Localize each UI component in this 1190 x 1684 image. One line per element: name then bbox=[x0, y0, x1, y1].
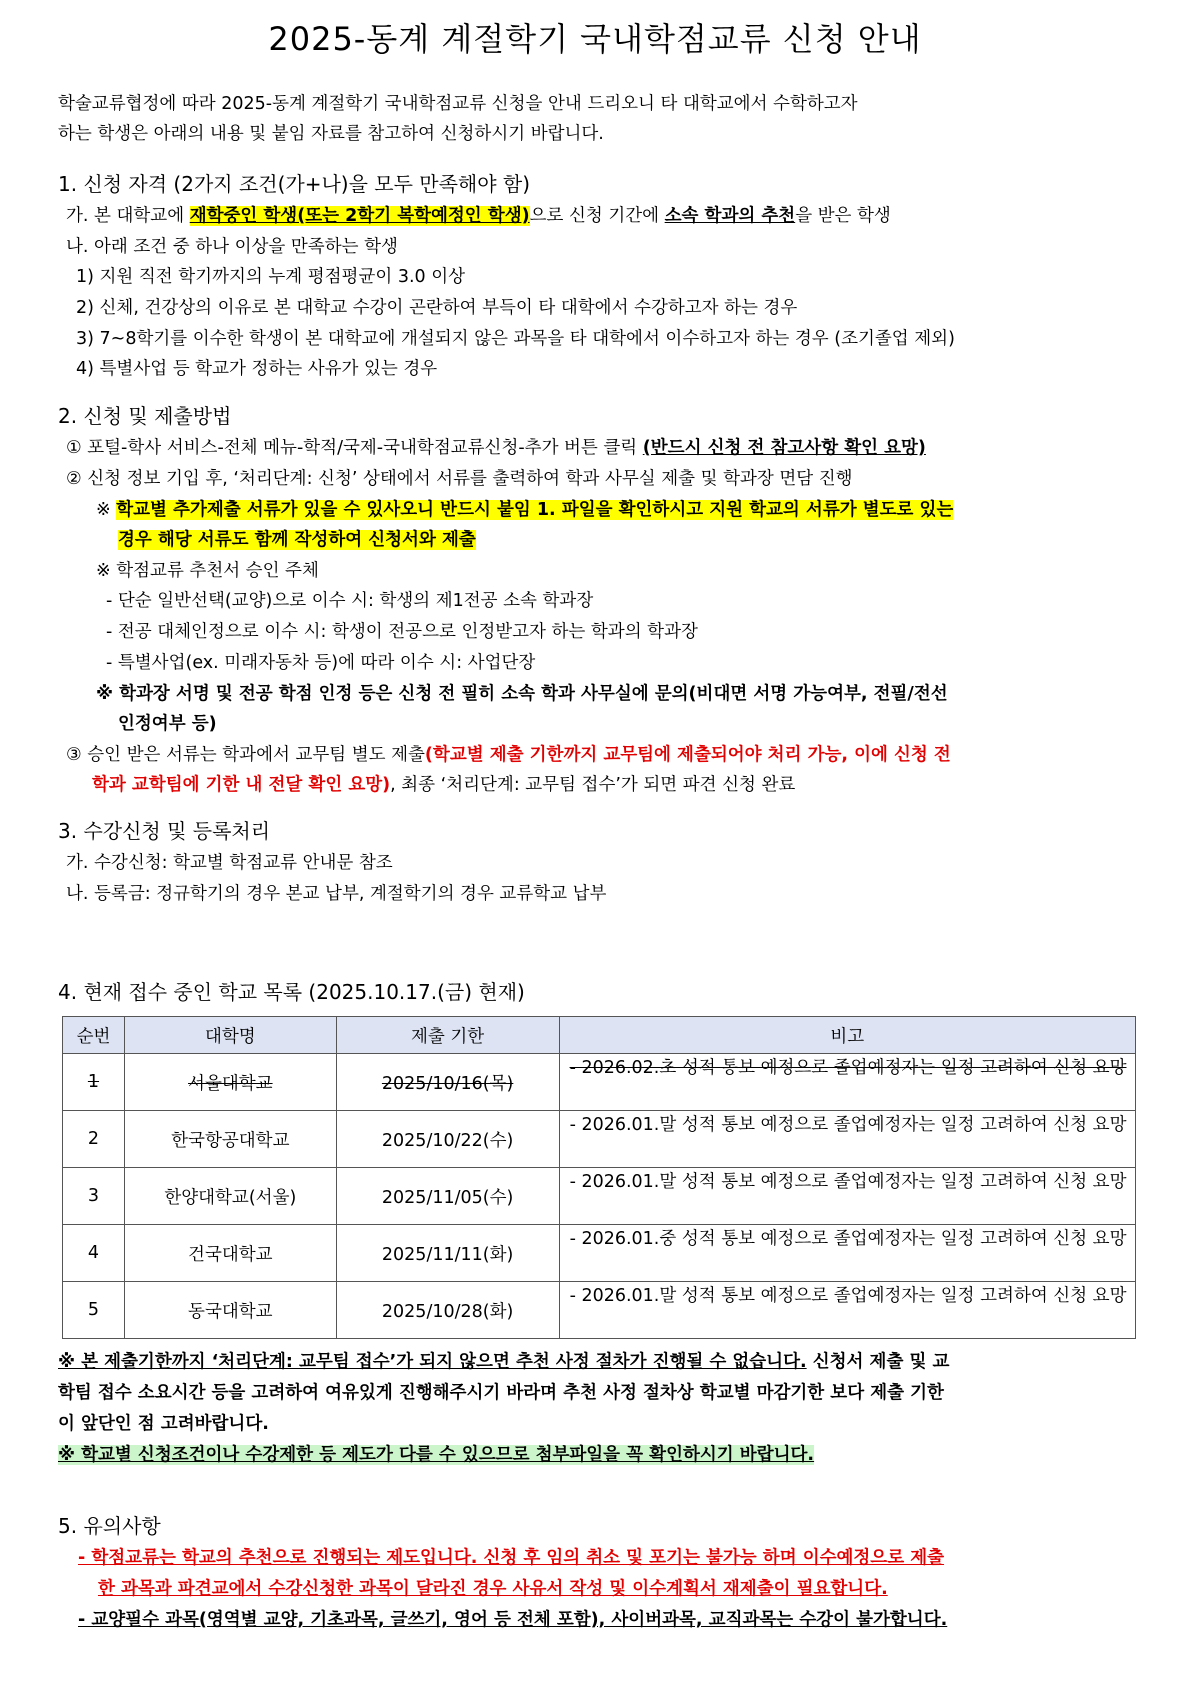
green-note-text: ※ 학교별 신청조건이나 수강제한 등 제도가 다를 수 있으므로 첨부파일을 꼭 확인하시기 바랍니다. bbox=[58, 1445, 815, 1465]
table-row bbox=[63, 1111, 1136, 1168]
footnote-rest: 신청서 제출 및 교 bbox=[806, 1352, 950, 1372]
table-footnote-line-3: 이 앞단인 점 고려바랍니다. bbox=[58, 1414, 269, 1434]
row-number: 1 bbox=[63, 1054, 125, 1111]
table-row bbox=[63, 1054, 1136, 1111]
ga-prefix: 가. 본 대학교에 bbox=[66, 206, 190, 226]
row-deadline: 2025/10/28(화) bbox=[336, 1282, 559, 1339]
note-1-line-2 bbox=[118, 524, 476, 556]
row-deadline: 2025/11/11(화) bbox=[336, 1225, 559, 1282]
step-3-red-1: (학교별 제출 기한까지 교무팀에 제출되어야 처리 가능, 이에 신청 전 bbox=[424, 745, 951, 765]
caution-red-line-2: 한 과목과 파견교에서 수강신청한 과목이 달라진 경우 사유서 작성 및 이수계획서 재제출이 필요합니다. bbox=[98, 1579, 888, 1599]
section-1-ga bbox=[66, 200, 891, 232]
document-title: 2025-동계 계절학기 국내학점교류 신청 안내 bbox=[268, 20, 922, 58]
row-note: - 2026.01.말 성적 통보 예정으로 졸업예정자는 일정 고려하여 신청 요망 bbox=[569, 1286, 1127, 1306]
step-3-suffix: , 최종 ‘처리단계: 교무팀 접수’가 되면 파견 신청 완료 bbox=[390, 775, 796, 795]
section-1-na: 나. 아래 조건 중 하나 이상을 만족하는 학생 bbox=[66, 237, 398, 257]
intro-line-2: 하는 학생은 아래의 내용 및 붙임 자료를 참고하여 신청하시기 바랍니다. bbox=[58, 124, 604, 144]
row-number: 3 bbox=[63, 1168, 125, 1225]
row-number: 4 bbox=[63, 1225, 125, 1282]
note-3-line-1: ※ 학과장 서명 및 전공 학점 인정 등은 신청 전 필히 소속 학과 사무실에 문의(비대면 서명 가능여부, 전필/전선 bbox=[96, 684, 948, 704]
row-deadline: 2025/10/22(수) bbox=[336, 1111, 559, 1168]
section-3-item: 나. 등록금: 정규학기의 경우 본교 납부, 계절학기의 경우 교류학교 납부 bbox=[66, 884, 607, 904]
note-1-highlight: 학교별 추가제출 서류가 있을 수 있사오니 반드시 붙임 1. 파일을 확인하시고 지원 학교의 서류가 별도로 있는 bbox=[116, 500, 954, 520]
table-header-row bbox=[63, 1017, 1136, 1054]
step-3-line-2 bbox=[92, 769, 795, 801]
note-1-mark: ※ bbox=[96, 500, 117, 520]
condition-item: 4) 특별사업 등 학교가 정하는 사유가 있는 경우 bbox=[76, 359, 438, 379]
caution-red-line-1: - 학점교류는 학교의 추천으로 진행되는 제도입니다. 신청 후 임의 취소 및 포기는 불가능 하며 이수예정으로 제출 bbox=[78, 1548, 945, 1568]
row-deadline: 2025/11/05(수) bbox=[336, 1168, 559, 1225]
row-number: 5 bbox=[63, 1282, 125, 1339]
row-note: - 2026.01.말 성적 통보 예정으로 졸업예정자는 일정 고려하여 신청 요망 bbox=[569, 1172, 1127, 1192]
column-header: 대학명 bbox=[124, 1017, 336, 1054]
condition-item: 2) 신체, 건강상의 이유로 본 대학교 수강이 곤란하여 부득이 타 대학에서 수강하고자 하는 경우 bbox=[76, 298, 798, 318]
row-note: - 2026.01.중 성적 통보 예정으로 졸업예정자는 일정 고려하여 신청 요망 bbox=[569, 1229, 1127, 1249]
table-row bbox=[63, 1225, 1136, 1282]
caution-black-line: - 교양필수 과목(영역별 교양, 기초과목, 글쓰기, 영어 등 전체 포함), 사이버과목, 교직과목는 수강이 불가합니다. bbox=[78, 1610, 948, 1630]
school-table bbox=[62, 1016, 1136, 1339]
note-1-line-1 bbox=[96, 494, 953, 526]
step-3-prefix: ③ 승인 받은 서류는 학과에서 교무팀 별도 제출 bbox=[66, 745, 425, 765]
table-row bbox=[63, 1168, 1136, 1225]
ga-underline: 소속 학과의 추천 bbox=[664, 206, 796, 226]
row-deadline: 2025/10/16(목) bbox=[336, 1054, 559, 1111]
section-5-heading: 5. 유의사항 bbox=[58, 1514, 161, 1538]
column-header: 제출 기한 bbox=[336, 1017, 559, 1054]
condition-item: 1) 지원 직전 학기까지의 누계 평점평균이 3.0 이상 bbox=[76, 267, 466, 287]
ga-mid: 으로 신청 기간에 bbox=[529, 206, 665, 226]
note-1-highlight-2: 경우 해당 서류도 함께 작성하여 신청서와 제출 bbox=[118, 530, 476, 550]
ga-highlight: 재학중인 학생(또는 2학기 복학예정인 학생) bbox=[189, 206, 530, 226]
condition-item: 3) 7~8학기를 이수한 학생이 본 대학교에 개설되지 않은 과목을 타 대학에서 이수하고자 하는 경우 (조기졸업 제외) bbox=[76, 329, 955, 349]
approver-item: - 특별사업(ex. 미래자동차 등)에 따라 이수 시: 사업단장 bbox=[106, 653, 536, 673]
row-university: 동국대학교 bbox=[124, 1282, 336, 1339]
row-university: 서울대학교 bbox=[124, 1054, 336, 1111]
row-note: - 2026.02.초 성적 통보 예정으로 졸업예정자는 일정 고려하여 신청 요망 bbox=[569, 1058, 1127, 1078]
step-3-line-1 bbox=[66, 739, 951, 771]
row-note: - 2026.01.말 성적 통보 예정으로 졸업예정자는 일정 고려하여 신청 요망 bbox=[569, 1115, 1127, 1135]
note-2: ※ 학점교류 추천서 승인 주체 bbox=[96, 561, 319, 581]
intro-line-1: 학술교류협정에 따라 2025-동계 계절학기 국내학점교류 신청을 안내 드리오니 타 대학교에서 수학하고자 bbox=[58, 94, 858, 114]
green-note bbox=[58, 1439, 814, 1471]
section-4-heading: 4. 현재 접수 중인 학교 목록 (2025.10.17.(금) 현재) bbox=[58, 980, 525, 1004]
step-3-red-2: 학과 교학팀에 기한 내 전달 확인 요망) bbox=[92, 775, 391, 795]
table-row bbox=[63, 1282, 1136, 1339]
table-footnote-line-2: 학팀 접수 소요시간 등을 고려하여 여유있게 진행해주시기 바라며 추천 사정 절차상 학교별 마감기한 보다 제출 기한 bbox=[58, 1383, 944, 1403]
step-1 bbox=[66, 432, 926, 464]
approver-item: - 전공 대체인정으로 이수 시: 학생이 전공으로 인정받고자 하는 학과의 학과장 bbox=[106, 622, 698, 642]
column-header: 비고 bbox=[559, 1017, 1135, 1054]
note-3-line-2: 인정여부 등) bbox=[118, 714, 217, 734]
row-number: 2 bbox=[63, 1111, 125, 1168]
section-3-item: 가. 수강신청: 학교별 학점교류 안내문 참조 bbox=[66, 853, 393, 873]
section-1-heading: 1. 신청 자격 (2가지 조건(가+나)을 모두 만족해야 함) bbox=[58, 172, 531, 196]
section-3-heading: 3. 수강신청 및 등록처리 bbox=[58, 819, 271, 843]
section-2-heading: 2. 신청 및 제출방법 bbox=[58, 404, 232, 428]
footnote-underlined: ※ 본 제출기한까지 ‘처리단계: 교무팀 접수’가 되지 않으면 추천 사정 절차가 진행될 수 없습니다. bbox=[58, 1352, 807, 1372]
row-university: 한양대학교(서울) bbox=[124, 1168, 336, 1225]
step-1-emphasis: (반드시 신청 전 참고사항 확인 요망) bbox=[642, 438, 926, 458]
column-header: 순번 bbox=[63, 1017, 125, 1054]
row-university: 건국대학교 bbox=[124, 1225, 336, 1282]
approver-item: - 단순 일반선택(교양)으로 이수 시: 학생의 제1전공 소속 학과장 bbox=[106, 591, 594, 611]
step-2: ② 신청 정보 기입 후, ‘처리단계: 신청’ 상태에서 서류를 출력하여 학과 사무실 제출 및 학과장 면담 진행 bbox=[66, 469, 853, 489]
row-university: 한국항공대학교 bbox=[124, 1111, 336, 1168]
ga-suffix: 을 받은 학생 bbox=[795, 206, 891, 226]
table-footnote-line-1 bbox=[58, 1346, 949, 1378]
step-1-text: ① 포털-학사 서비스-전체 메뉴-학적/국제-국내학점교류신청-추가 버튼 클릭 bbox=[66, 438, 643, 458]
